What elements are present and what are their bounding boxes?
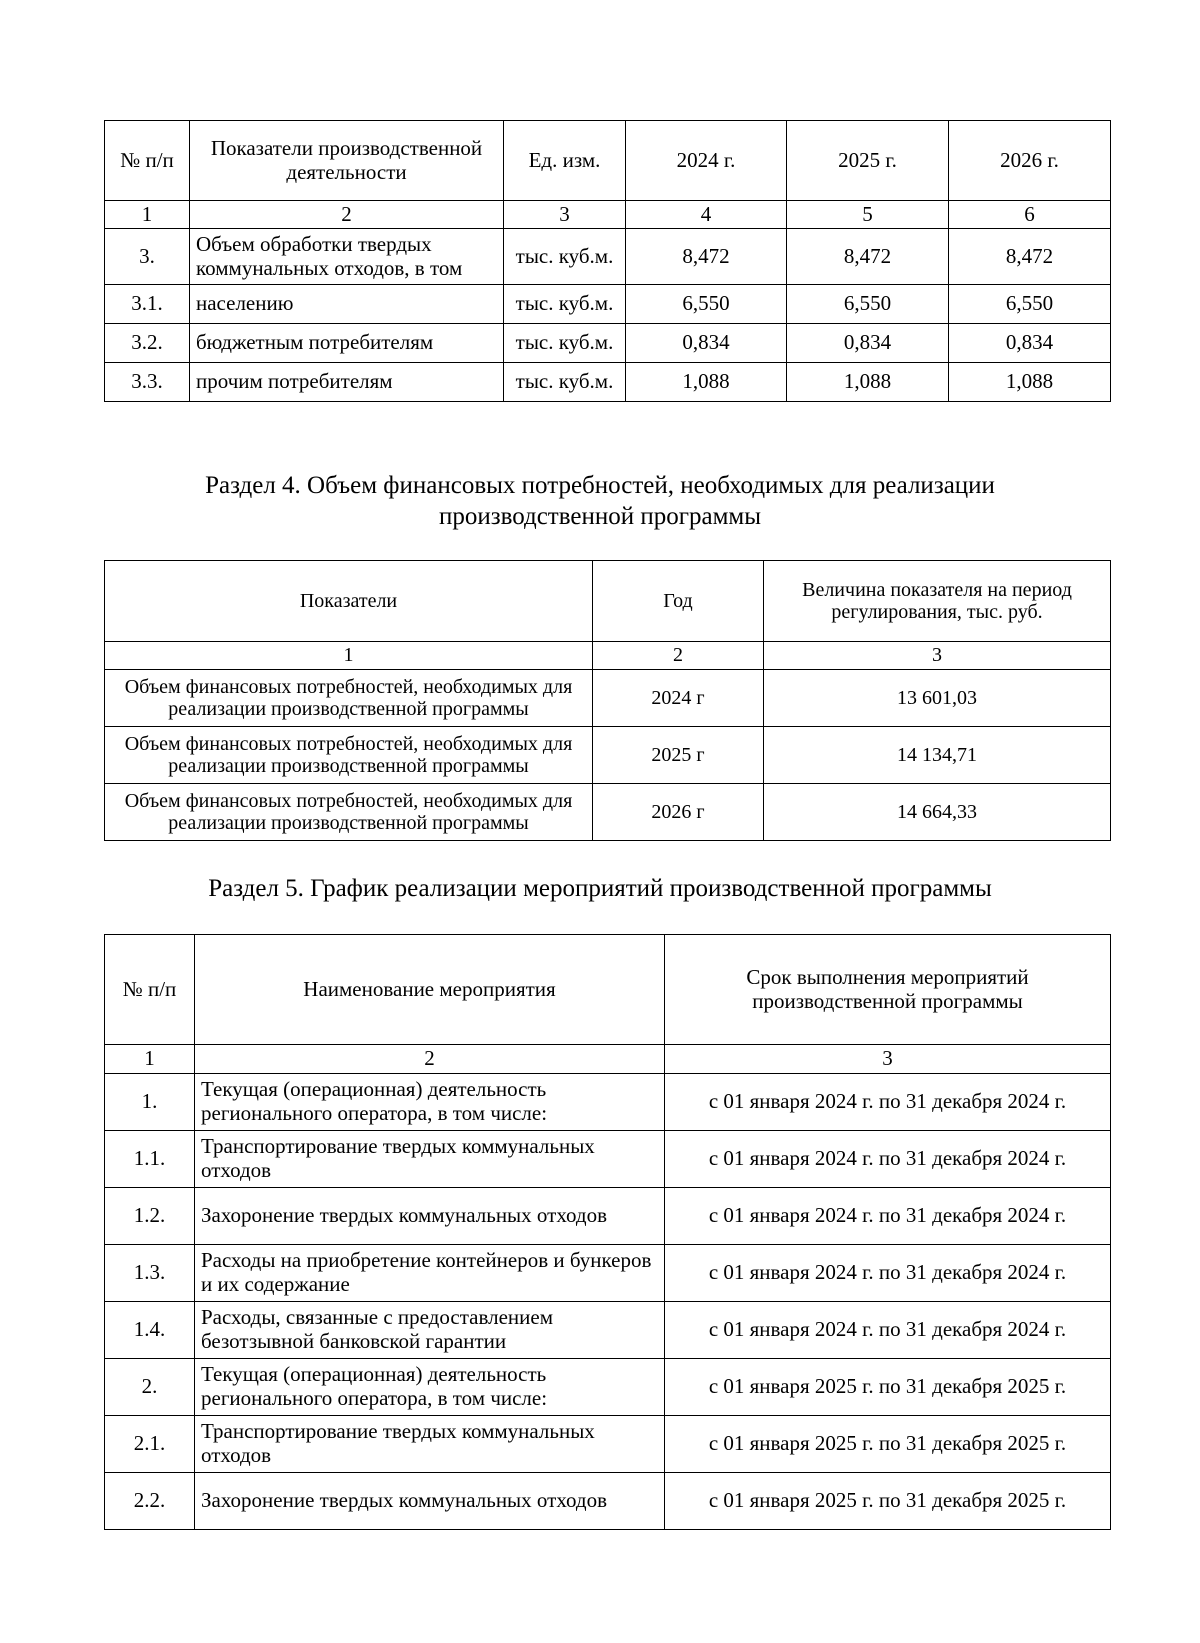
row-year: 2026 г	[593, 784, 764, 841]
row-activity: Текущая (операционная) деятельность регионального оператора, в том числе:	[195, 1074, 665, 1131]
row-indicator: населению	[190, 285, 504, 324]
row-num: 3.2.	[105, 324, 190, 363]
table-row	[105, 285, 1111, 324]
row-term: с 01 января 2025 г. по 31 декабря 2025 г.	[665, 1473, 1111, 1530]
table-row	[105, 1074, 1111, 1131]
table-row	[105, 1302, 1111, 1359]
col-number: 3	[665, 1045, 1111, 1074]
row-indicator: Объем финансовых потребностей, необходимых для реализации производственной программы	[105, 670, 593, 727]
row-unit: тыс. куб.м.	[504, 285, 626, 324]
row-value: 14 134,71	[764, 727, 1111, 784]
row-unit: тыс. куб.м.	[504, 229, 626, 285]
row-value-2025: 0,834	[787, 324, 949, 363]
column-numbering-row	[105, 1045, 1111, 1074]
col-number: 2	[195, 1045, 665, 1074]
table-row	[105, 1416, 1111, 1473]
row-value-2026: 8,472	[949, 229, 1111, 285]
row-value: 14 664,33	[764, 784, 1111, 841]
row-indicator: Объем финансовых потребностей, необходимых для реализации производственной программы	[105, 727, 593, 784]
row-value-2025: 8,472	[787, 229, 949, 285]
row-num: 1.3.	[105, 1245, 195, 1302]
row-term: с 01 января 2025 г. по 31 декабря 2025 г.	[665, 1416, 1111, 1473]
table-row	[105, 784, 1111, 841]
row-term: с 01 января 2024 г. по 31 декабря 2024 г.	[665, 1074, 1111, 1131]
row-value-2026: 1,088	[949, 363, 1111, 402]
section4-title-line2: производственной программы	[438, 503, 762, 531]
row-activity: Расходы, связанные с предоставлением безотзывной банковской гарантии	[195, 1302, 665, 1359]
row-activity: Транспортирование твердых коммунальных отходов	[195, 1131, 665, 1188]
col-header-2024: 2024 г.	[626, 121, 787, 201]
row-value-2025: 1,088	[787, 363, 949, 402]
row-activity: Транспортирование твердых коммунальных отходов	[195, 1416, 665, 1473]
table-row	[105, 363, 1111, 402]
table-row	[105, 1131, 1111, 1188]
table-row	[105, 1188, 1111, 1245]
row-num: 1.2.	[105, 1188, 195, 1245]
financial-needs-table	[104, 560, 1111, 841]
section5-title: Раздел 5. График реализации мероприятий производственной программы	[208, 875, 992, 902]
col-number: 3	[764, 642, 1111, 670]
col-number: 1	[105, 1045, 195, 1074]
col-number: 5	[787, 201, 949, 229]
col-header-unit: Ед. изм.	[504, 121, 626, 201]
row-term: с 01 января 2024 г. по 31 декабря 2024 г.	[665, 1131, 1111, 1188]
col-header-activity: Наименование мероприятия	[195, 935, 665, 1045]
row-value-2024: 0,834	[626, 324, 787, 363]
row-year: 2024 г	[593, 670, 764, 727]
table-header-row	[105, 561, 1111, 642]
column-numbering-row	[105, 201, 1111, 229]
col-header-num: № п/п	[105, 121, 190, 201]
row-value-2025: 6,550	[787, 285, 949, 324]
table-row	[105, 727, 1111, 784]
col-number: 4	[626, 201, 787, 229]
row-indicator: Объем финансовых потребностей, необходимых для реализации производственной программы	[105, 784, 593, 841]
schedule-table	[104, 934, 1111, 1530]
row-num: 1.	[105, 1074, 195, 1131]
row-num: 3.	[105, 229, 190, 285]
col-header-2026: 2026 г.	[949, 121, 1111, 201]
row-unit: тыс. куб.м.	[504, 363, 626, 402]
row-year: 2025 г	[593, 727, 764, 784]
table-header-row	[105, 935, 1111, 1045]
col-header-2025: 2025 г.	[787, 121, 949, 201]
row-value-2024: 8,472	[626, 229, 787, 285]
row-num: 2.2.	[105, 1473, 195, 1530]
row-value-2024: 1,088	[626, 363, 787, 402]
row-value-2026: 6,550	[949, 285, 1111, 324]
col-number: 2	[593, 642, 764, 670]
row-term: с 01 января 2024 г. по 31 декабря 2024 г.	[665, 1245, 1111, 1302]
section4-title	[0, 470, 1200, 533]
col-number: 3	[504, 201, 626, 229]
table-row	[105, 229, 1111, 285]
row-value: 13 601,03	[764, 670, 1111, 727]
row-num: 2.	[105, 1359, 195, 1416]
table-row	[105, 1359, 1111, 1416]
col-number: 6	[949, 201, 1111, 229]
row-activity: Расходы на приобретение контейнеров и бункеров и их содержание	[195, 1245, 665, 1302]
row-indicator: Объем обработки твердых коммунальных отходов, в том	[190, 229, 504, 285]
col-number: 1	[105, 642, 593, 670]
table-row	[105, 1245, 1111, 1302]
col-header-term: Срок выполнения мероприятий производственной программы	[665, 935, 1111, 1045]
table-header-row	[105, 121, 1111, 201]
production-indicators-table	[104, 120, 1111, 402]
col-header-num: № п/п	[105, 935, 195, 1045]
col-number: 1	[105, 201, 190, 229]
col-number: 2	[190, 201, 504, 229]
table-row	[105, 670, 1111, 727]
col-header-year: Год	[593, 561, 764, 642]
column-numbering-row	[105, 642, 1111, 670]
table-row	[105, 324, 1111, 363]
row-activity: Текущая (операционная) деятельность регионального оператора, в том числе:	[195, 1359, 665, 1416]
row-num: 3.3.	[105, 363, 190, 402]
row-unit: тыс. куб.м.	[504, 324, 626, 363]
row-value-2024: 6,550	[626, 285, 787, 324]
table-row	[105, 1473, 1111, 1530]
row-num: 3.1.	[105, 285, 190, 324]
row-num: 2.1.	[105, 1416, 195, 1473]
col-header-value: Величина показателя на период регулирования, тыс. руб.	[764, 561, 1111, 642]
row-num: 1.1.	[105, 1131, 195, 1188]
row-activity: Захоронение твердых коммунальных отходов	[195, 1188, 665, 1245]
col-header-indicator: Показатели производственной деятельности	[190, 121, 504, 201]
row-term: с 01 января 2024 г. по 31 декабря 2024 г.	[665, 1302, 1111, 1359]
row-num: 1.4.	[105, 1302, 195, 1359]
section4-title-line1: Раздел 4. Объем финансовых потребностей, необходимых для реализации	[205, 472, 995, 499]
row-indicator: прочим потребителям	[190, 363, 504, 402]
row-term: с 01 января 2024 г. по 31 декабря 2024 г.	[665, 1188, 1111, 1245]
row-value-2026: 0,834	[949, 324, 1111, 363]
row-term: с 01 января 2025 г. по 31 декабря 2025 г.	[665, 1359, 1111, 1416]
col-header-indicators: Показатели	[105, 561, 593, 642]
row-activity: Захоронение твердых коммунальных отходов	[195, 1473, 665, 1530]
row-indicator: бюджетным потребителям	[190, 324, 504, 363]
